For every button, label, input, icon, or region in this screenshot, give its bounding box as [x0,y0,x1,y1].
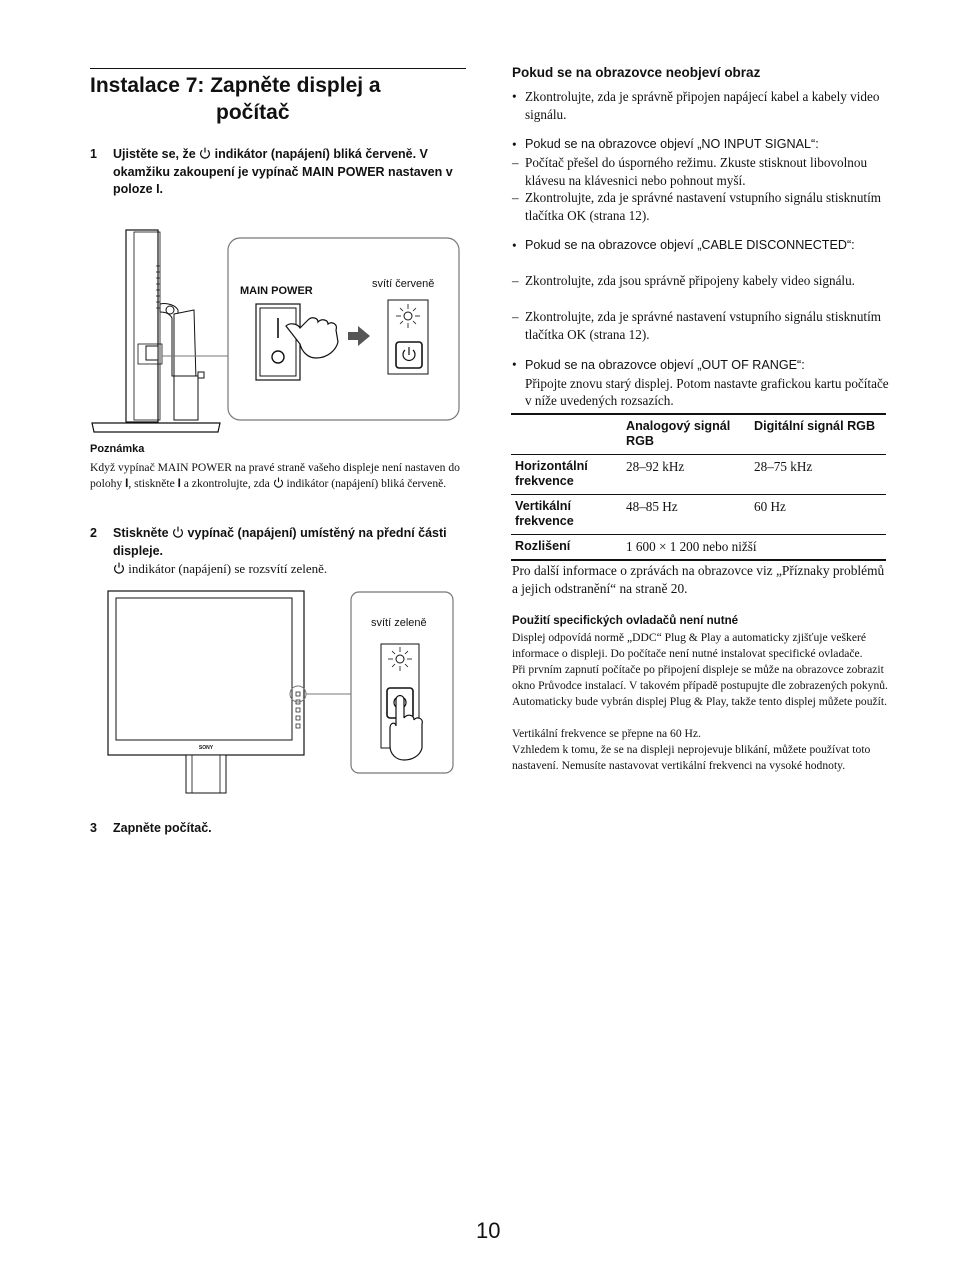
green-led-label: svítí zeleně [371,617,427,629]
table-row [511,535,886,561]
ddc-paragraph: Při prvním zapnutí počítače po připojení displeje se může na obrazovce zobrazit okno Průvodce instalací. V takovém případě postupujte dle zobrazených pokynů. Automaticky bude vybrán displej Plug & Play, takže tento displej můžete použít. [512,663,888,708]
power-led-red-indicator [388,300,428,374]
step-2 [90,525,470,579]
table-header-row [511,414,886,455]
note-heading: Poznámka [90,443,145,455]
bullet-item: • Zkontrolujte, zda je správně připojen napájecí kabel a kabely video signálu. [512,89,880,122]
step-3 [90,820,470,838]
signal-range-table [511,413,886,561]
power-icon [172,526,184,538]
dash-item: – Zkontrolujte, zda je správné nastavení vstupního signálu stisknutím tlačítka OK (strana 12). [512,190,882,223]
table-cell: 60 Hz [754,499,786,514]
bullet-item: • Pokud se na obrazovce objeví „NO INPUT SIGNAL“: [512,137,819,152]
ddc-text [512,630,890,774]
step-2-text: Stiskněte vypínač (napájení) umístěný na přední části displeje. indikátor (napájení) se rozsvítí zeleně. [113,526,447,576]
more-info-text: Pro další informace o zprávách na obrazovce viz „Příznaky problémů a jejich odstranění“ na straně 20. [512,563,885,596]
step-1-number: 1 [90,147,97,161]
step-3-text: Zapněte počítač. [113,821,212,835]
step-2-subtext: indikátor (napájení) se rozsvítí zeleně. [113,561,327,576]
table-header-cell [511,414,618,455]
table-header-cell: Analogový signál RGB [626,419,731,448]
step-2-number: 2 [90,526,97,540]
title-line-1: Instalace 7: Zapněte displej a [90,74,381,97]
power-icon [199,147,211,159]
power-icon [273,477,284,488]
table-cell: 28–75 kHz [754,459,813,474]
brand-logo: SONY [198,745,214,751]
step-1-text: Ujistěte se, že indikátor (napájení) bliká červeně. V okamžiku zakoupení je vypínač MAIN POWER nastaven v poloze I. [113,147,453,196]
table-row [511,455,886,495]
table-row-label: Horizontální frekvence [515,459,588,488]
table-cell: 48–85 Hz [626,499,678,514]
figure-power-button [106,588,456,798]
step-3-number: 3 [90,821,97,835]
page-title [90,72,466,126]
power-icon [113,562,125,574]
main-power-switch [256,304,300,380]
title-rule [90,68,466,69]
dash-item: – Počítač přešel do úsporného režimu. Zkuste stisknout libovolnou klávesu na klávesnici nebo pohnout myší. [512,155,868,188]
ddc-paragraph: Vzhledem k tomu, že se na displeji neprojevuje blikání, můžete používat toto nastavení. Nemusíte nastavovat vertikální frekvenci na vysoké hodnoty. [512,743,871,772]
bullet-item: • Pokud se na obrazovce objeví „CABLE DISCONNECTED“: [512,238,855,253]
ddc-heading: Použití specifických ovladačů není nutné [512,614,739,627]
title-line-2: počítač [216,101,290,124]
table-row-label: Vertikální frekvence [515,499,574,528]
table-cell: 28–92 kHz [626,459,685,474]
dash-item: – Zkontrolujte, zda je správné nastavení vstupního signálu stisknutím tlačítka OK (strana 12). [512,309,882,342]
dash-item: – Zkontrolujte, zda jsou správně připojeny kabely video signálu. [512,273,855,288]
note-text: Když vypínač MAIN POWER na pravé straně vašeho displeje není nastaven do polohy I, stiskněte I a zkontrolujte, zda indikátor (napájení) bliká červeně. [90,461,460,490]
figure-main-power [90,226,462,438]
step-1 [90,146,470,199]
table-header-cell: Digitální signál RGB [754,419,876,433]
page-number: 10 [476,1218,501,1243]
bullet-item: • Pokud se na obrazovce objeví „OUT OF RANGE“: Připojte znovu starý displej. Potom nastavte grafickou kartu počítače v níže uvedených rozsazích. [512,357,889,409]
main-power-label: MAIN POWER [240,285,313,297]
table-row [511,495,886,535]
ddc-paragraph: Vertikální frekvence se přepne na 60 Hz. [512,727,701,740]
table-row-label: Rozlišení [515,539,571,553]
position-i-mark: I [156,182,160,196]
table-cell: 1 600 × 1 200 nebo nižší [626,539,757,554]
monitor-front-view [108,591,351,793]
troubleshoot-heading: Pokud se na obrazovce neobjeví obraz [512,65,761,80]
monitor-side-view [92,230,228,432]
red-led-label: svítí červeně [372,278,435,290]
ddc-paragraph: Displej odpovídá normě „DDC“ Plug & Play a automaticky zjišťuje veškeré informace o displeji. Do počítače není nutné instalovat specifické ovladače. [512,631,866,660]
